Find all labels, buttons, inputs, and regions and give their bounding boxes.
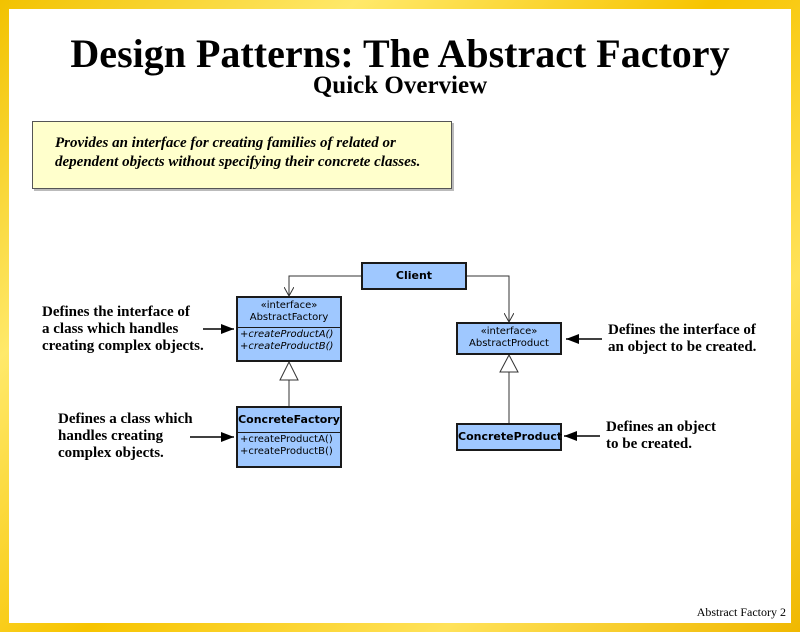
abstract-product-header	[458, 324, 560, 350]
page-title: Design Patterns: The Abstract Factory	[70, 31, 730, 76]
client-to-abstract-factory-line	[289, 276, 362, 296]
concrete-factory-methods	[238, 432, 340, 459]
client-class-name: Client	[395, 269, 433, 282]
concrete-factory-name: ConcreteFactory	[238, 413, 340, 426]
concrete-product-name: ConcreteProduct	[458, 430, 563, 443]
note-line: Defines the interface of	[42, 304, 190, 320]
concrete-factory-class-box	[236, 406, 342, 468]
abstract-factory-note	[42, 304, 204, 355]
method-create-product-b: +createProductB()	[240, 446, 333, 457]
concrete-product-note	[606, 419, 716, 453]
inheritance-triangle-icon	[500, 355, 518, 372]
abstract-factory-class-box	[236, 296, 342, 362]
abstract-factory-name: AbstractFactory	[249, 312, 329, 323]
inheritance-triangle-icon	[280, 362, 298, 380]
method-create-product-b: +createProductB()	[240, 341, 334, 352]
note-line: an object to be created.	[608, 339, 757, 355]
abstract-product-note	[608, 322, 756, 356]
note-line: a class which handles	[42, 321, 179, 337]
method-create-product-a: +createProductA()	[240, 329, 334, 340]
abstract-factory-header	[238, 298, 340, 324]
abstract-factory-stereotype: «interface»	[260, 300, 318, 311]
note-line: Defines an object	[606, 419, 716, 435]
description-line: dependent objects without specifying their concrete classes.	[55, 154, 421, 170]
client-class-box	[361, 262, 467, 290]
concrete-product-class-box	[456, 423, 562, 451]
note-line: to be created.	[606, 436, 692, 452]
abstract-product-class-box	[456, 322, 562, 355]
note-line: creating complex objects.	[42, 338, 204, 354]
abstract-product-stereotype: «interface»	[480, 326, 538, 337]
note-line: Defines a class which	[58, 411, 193, 427]
concrete-factory-note	[58, 411, 193, 462]
note-line: handles creating	[58, 428, 164, 444]
client-to-abstract-product-line	[466, 276, 509, 322]
abstract-product-name: AbstractProduct	[469, 338, 549, 349]
note-line: complex objects.	[58, 445, 164, 461]
note-line: Defines the interface of	[608, 322, 756, 338]
abstract-factory-methods	[238, 327, 340, 354]
description-line: Provides an interface for creating families of related or	[55, 135, 396, 151]
slide-footer: Abstract Factory 2	[696, 605, 786, 619]
method-create-product-a: +createProductA()	[240, 434, 333, 445]
page-subtitle: Quick Overview	[312, 72, 488, 99]
